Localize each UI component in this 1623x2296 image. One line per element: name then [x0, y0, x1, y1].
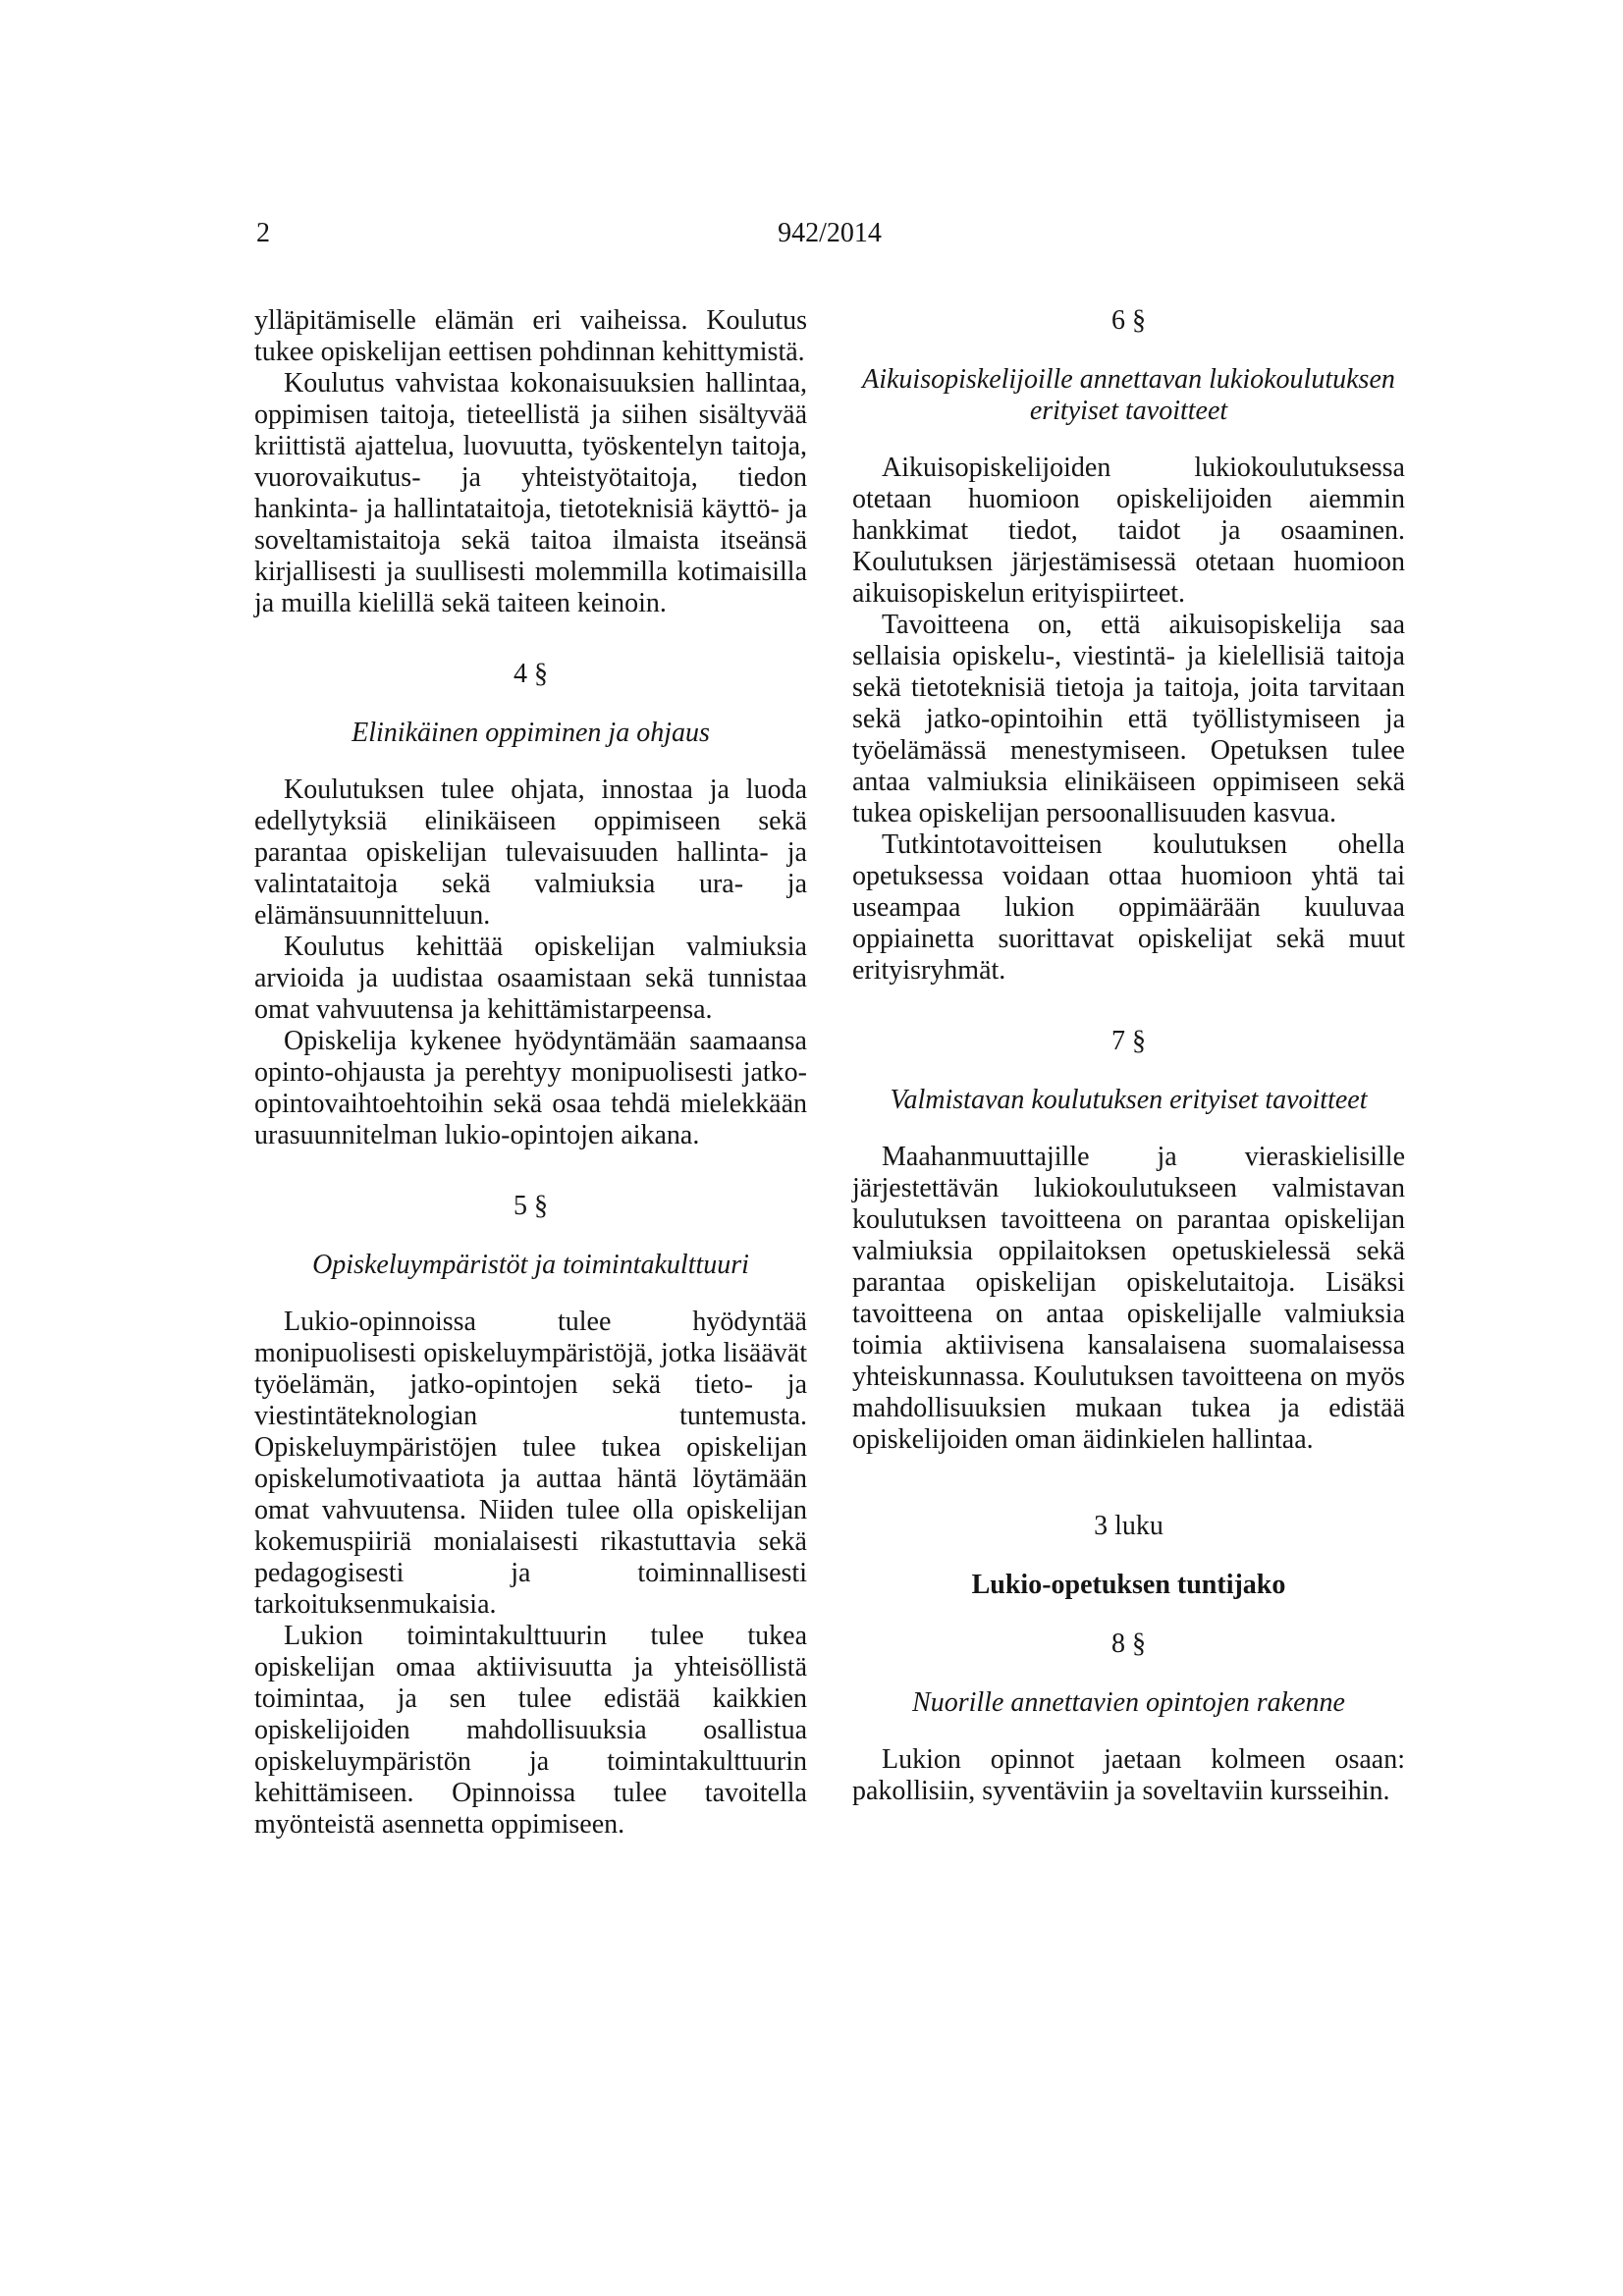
paragraph: Tavoitteena on, että aikuisopiskelija saa sellaisia opiskelu-, viestintä- ja kielellisiä taitoja sekä tietoteknisiä tietoja ja taitoja, joita tarvitaan sekä jatko-opintoihin että työllistymiseen ja työelämässä menestymiseen. Opetuksen tulee antaa valmiuksia elinikäiseen oppimiseen sekä tukea opiskelijan persoonallisuuden kasvua.: [852, 610, 1405, 828]
paragraph: Opiskelija kykenee hyödyntämään saamaansa opinto-ohjausta ja perehtyy monipuolisesti jatko-opintovaihtoehtoihin sekä osaa tehdä mielekkään urasuunnitelman lukio-opintojen aikana.: [254, 1026, 807, 1150]
paragraph: Koulutus kehittää opiskelijan valmiuksia arvioida ja uudistaa osaamistaan sekä tunnistaa omat vahvuutensa ja kehittämistarpeensa.: [254, 932, 807, 1025]
section-number: 5 §: [514, 1191, 548, 1221]
section-title: Aikuisopiskelijoille annettavan lukiokoulutuksen erityiset tavoitteet: [862, 364, 1395, 426]
paragraph: Lukion toimintakulttuurin tulee tukea opiskelijan omaa aktiivisuutta ja yhteisöllistä toimintaa, ja sen tulee edistää kaikkien opiskelijoiden mahdollisuuksia osallistua opiskeluympäristön ja toimintakulttuurin kehittämiseen. Opinnoissa tulee tavoitella myönteistä asennetta oppimiseen.: [254, 1621, 807, 1840]
left-column: [254, 305, 807, 1841]
paragraph: Aikuisopiskelijoiden lukiokoulutuksessa otetaan huomioon opiskelijoiden aiemmin hankkimat tiedot, taidot ja osaaminen. Koulutuksen järjestämisessä otetaan huomioon aikuisopiskelun erityispiirteet.: [852, 453, 1405, 609]
paragraph: Maahanmuuttajille ja vieraskielisille järjestettävän lukiokoulutukseen valmistavan koulutuksen tavoitteena on parantaa opiskelijan valmiuksia oppilaitoksen opetuskielessä sekä parantaa opiskelijan opiskelutaitoja. Lisäksi tavoitteena on antaa opiskelijalle valmiuksia toimia aktiivisena kansalaisena suomalaisessa yhteiskunnassa. Koulutuksen tavoitteena on myös mahdollisuuksien mukaan tukea ja edistää opiskelijoiden oman äidinkielen hallintaa.: [852, 1142, 1405, 1455]
paragraph: Lukio-opinnoissa tulee hyödyntää monipuolisesti opiskeluympäristöjä, jotka lisäävät työelämän, jatko-opintojen sekä tieto- ja viestintäteknologian tuntemusta. Opiskeluympäristöjen tulee tukea opiskelijan opiskelumotivaatiota ja auttaa häntä löytämään omat vahvuutensa. Niiden tulee olla opiskelijan kokemuspiiriä monialaisesti rikastuttavia sekä pedagogisesti ja toiminnallisesti tarkoituksenmukaisia.: [254, 1307, 807, 1620]
paragraph: ylläpitämiselle elämän eri vaiheissa. Koulutus tukee opiskelijan eettisen pohdinnan kehittymistä.: [254, 305, 807, 367]
section-title: Valmistavan koulutuksen erityiset tavoitteet: [890, 1085, 1368, 1115]
section-number: 4 §: [514, 659, 548, 689]
right-column: [852, 305, 1405, 1841]
text-columns: [254, 305, 1405, 1841]
section-number: 8 §: [1111, 1629, 1146, 1659]
paragraph: Koulutus vahvistaa kokonaisuuksien hallintaa, oppimisen taitoja, tieteellistä ja siihen sisältyvää kriittistä ajattelua, luovuutta, työskentelyn taitoja, vuorovaikutus- ja yhteistyötaitoja, tiedon hankinta- ja hallintataitoja, tietoteknisiä käyttö- ja soveltamistaitoja sekä taitoa ilmaista itseänsä kirjallisesti ja suullisesti molemmilla kotimaisilla ja muilla kielillä sekä taiteen keinoin.: [254, 368, 807, 618]
document-number: 942/2014: [778, 218, 882, 248]
paragraph: Lukion opinnot jaetaan kolmeen osaan: pakollisiin, syventäviin ja soveltaviin kursseihin.: [852, 1744, 1405, 1806]
paragraph: Tutkintotavoitteisen koulutuksen ohella opetuksessa voidaan ottaa huomioon yhtä tai useampaa lukion oppimäärään kuuluvaa oppiainetta suorittavat opiskelijat sekä muut erityisryhmät.: [852, 829, 1405, 986]
page-number: 2: [256, 218, 270, 248]
page-header: [254, 218, 1405, 249]
section-title: Elinikäinen oppiminen ja ohjaus: [352, 718, 710, 748]
chapter-number: 3 luku: [1094, 1511, 1163, 1541]
section-title: Nuorille annettavien opintojen rakenne: [912, 1687, 1345, 1718]
paragraph: Koulutuksen tulee ohjata, innostaa ja luoda edellytyksiä elinikäiseen oppimiseen sekä parantaa opiskelijan tulevaisuuden hallinta- ja valintataitoja sekä valmiuksia ura- ja elämänsuunnitteluun.: [254, 774, 807, 931]
section-number: 7 §: [1111, 1026, 1146, 1056]
section-title: Opiskeluympäristöt ja toimintakulttuuri: [312, 1250, 749, 1280]
section-number: 6 §: [1111, 305, 1146, 336]
chapter-title: Lukio-opetuksen tuntijako: [971, 1570, 1286, 1600]
